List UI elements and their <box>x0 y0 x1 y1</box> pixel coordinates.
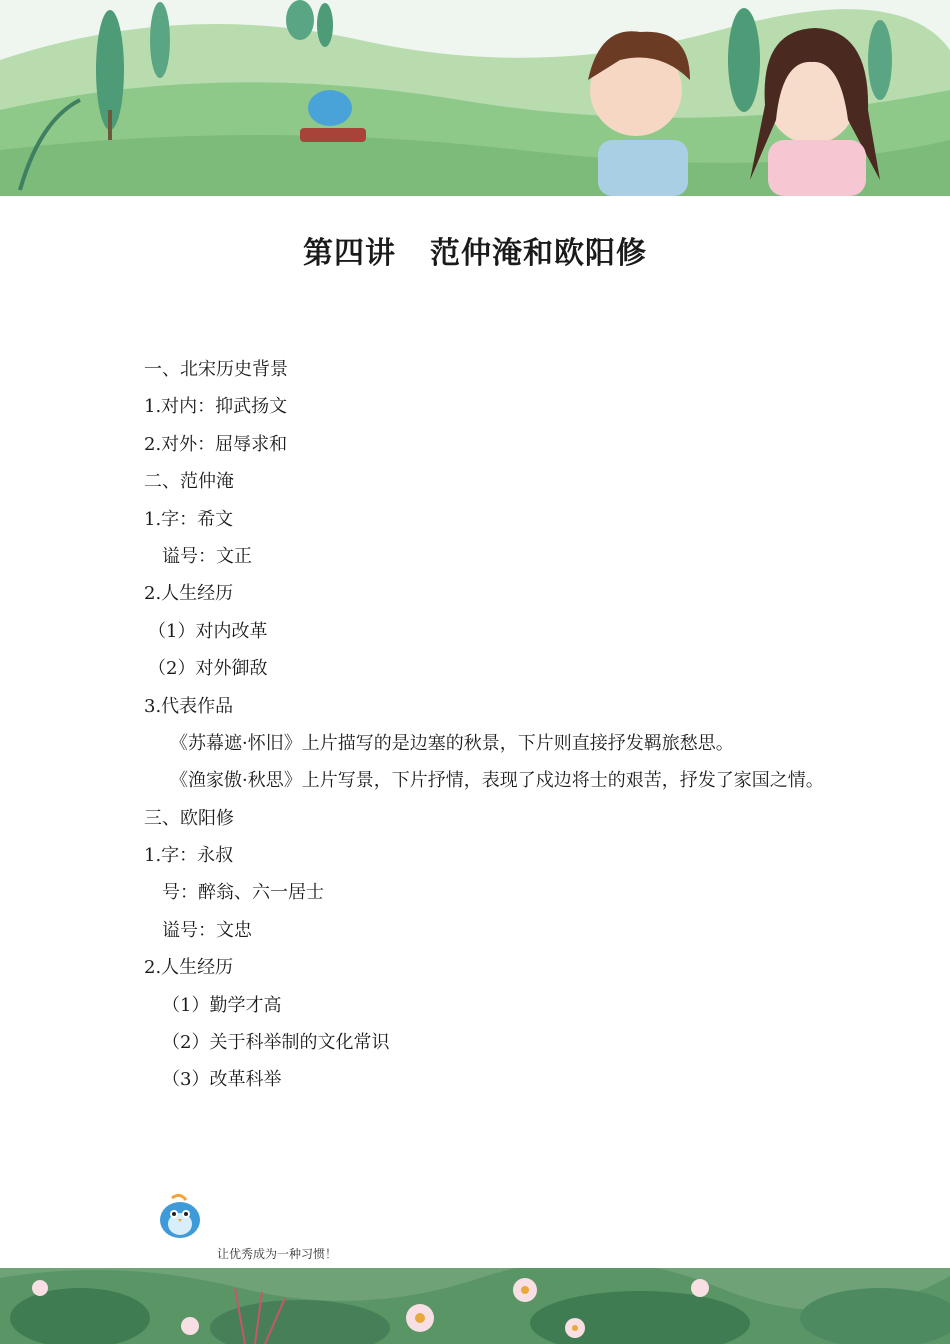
note-line: 三、欧阳修 <box>144 807 234 829</box>
lecture-topic: 范仲淹和欧阳修 <box>430 236 647 271</box>
footer-foliage-illustration <box>0 1268 950 1344</box>
note-line: 1.字：永叔 <box>144 845 234 867</box>
blue-bird-mascot-icon <box>152 1188 208 1244</box>
note-line: 2.人生经历 <box>144 583 234 605</box>
note-line: （3）改革科举 <box>162 1069 282 1091</box>
note-line: 谥号：文正 <box>162 545 252 567</box>
footer-slogan: 让优秀成为一种习惯！ <box>217 1247 338 1261</box>
header-banner <box>0 0 950 196</box>
note-line: 《渔家傲·秋思》上片写景，下片抒情，表现了戍边将士的艰苦，抒发了家国之情。 <box>170 770 824 792</box>
note-line: （2）对外御敌 <box>148 658 268 680</box>
note-line: 《苏幕遮·怀旧》上片描写的是边塞的秋景，下片则直接抒发羁旅愁思。 <box>170 732 734 754</box>
note-line: 2.对外：屈辱求和 <box>144 433 288 455</box>
note-line: （2）关于科举制的文化常识 <box>162 1032 390 1054</box>
note-line: 1.对内：抑武扬文 <box>144 396 288 418</box>
note-line: 1.字：希文 <box>144 508 234 530</box>
lecture-number: 第四讲 <box>303 236 396 271</box>
note-line: 号：醉翁、六一居士 <box>162 882 324 904</box>
note-line: 谥号：文忠 <box>162 919 252 941</box>
note-line: 2.人生经历 <box>144 957 234 979</box>
notes-body <box>144 351 824 1099</box>
footer-decoration <box>0 1268 950 1344</box>
banner-illustration <box>0 0 950 196</box>
note-line: （1）对内改革 <box>148 620 268 642</box>
note-line: 二、范仲淹 <box>144 471 234 493</box>
note-line: 一、北宋历史背景 <box>144 359 288 380</box>
page-title <box>0 228 950 272</box>
note-line: 3.代表作品 <box>144 695 234 717</box>
note-line: （1）勤学才高 <box>162 994 282 1016</box>
